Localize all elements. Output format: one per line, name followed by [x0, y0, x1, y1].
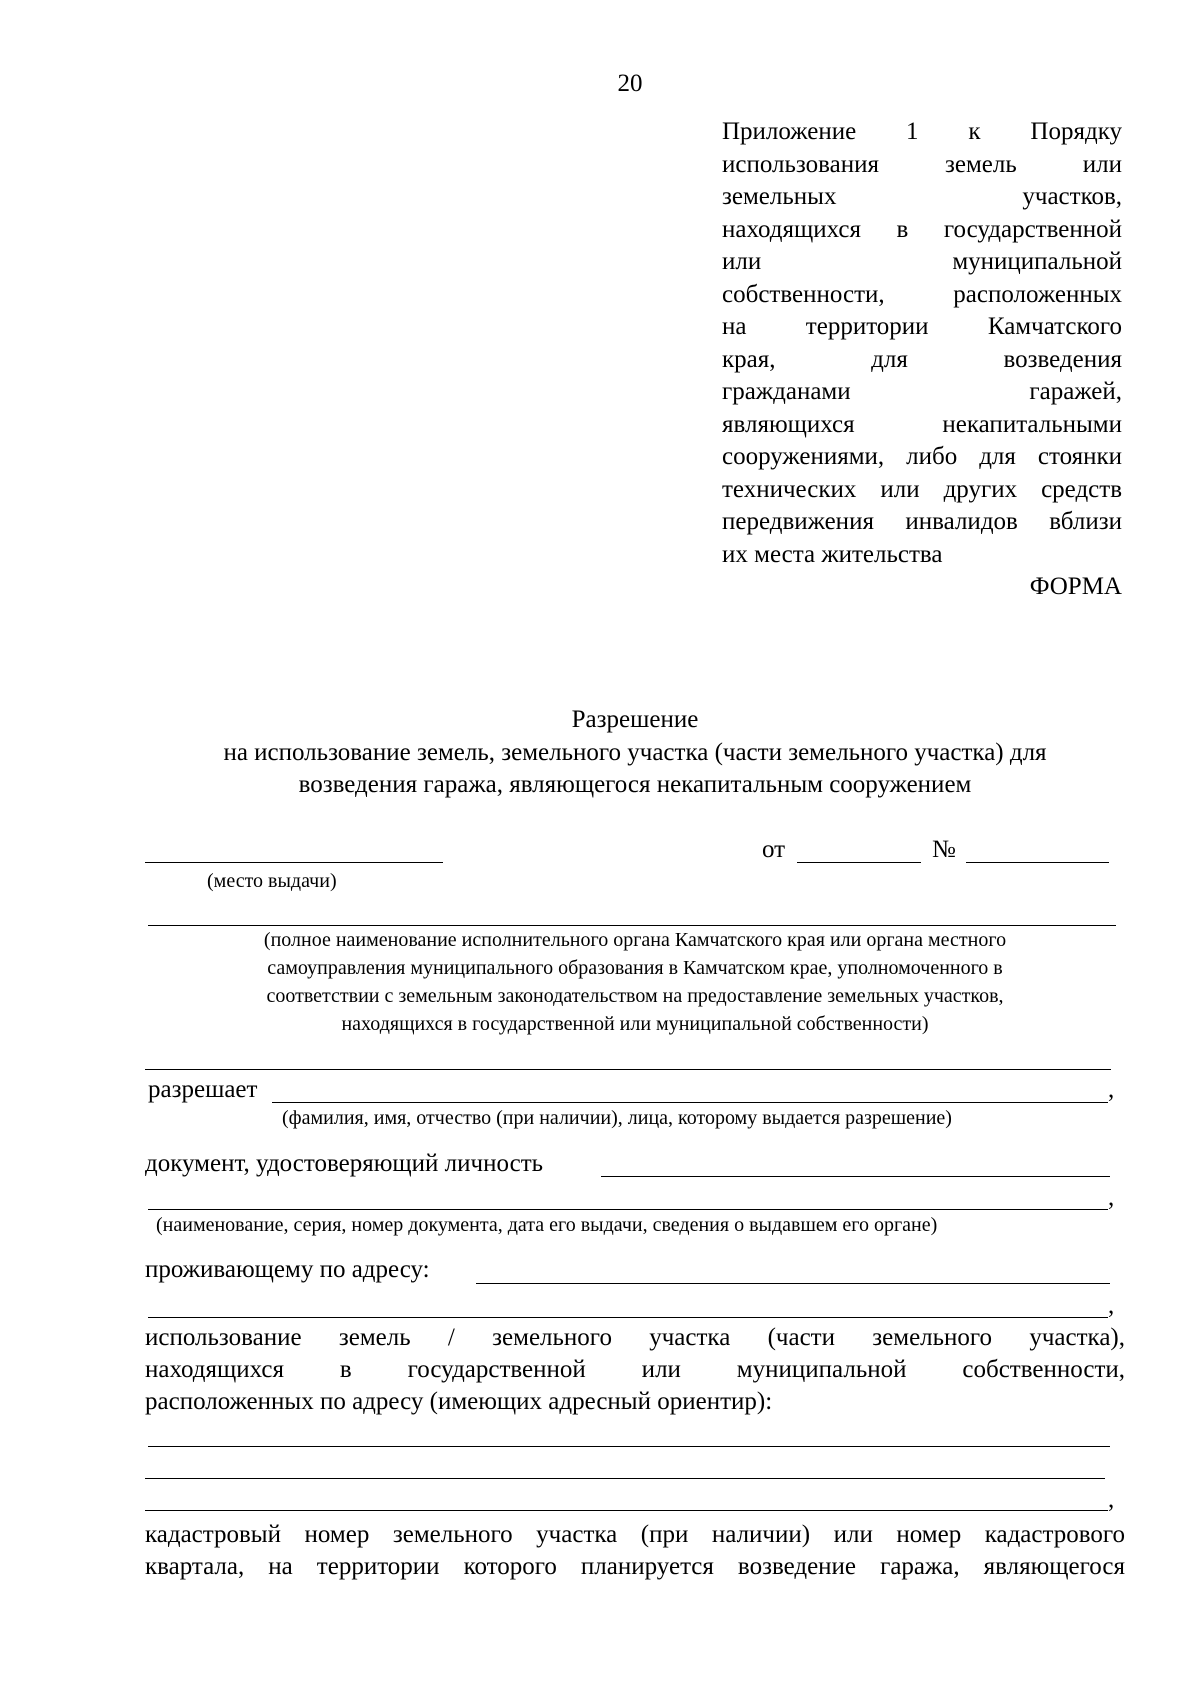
authority-caption	[145, 926, 1125, 1038]
caption-line: (полное наименование исполнительного органа Камчатского края или органа местного	[263, 929, 1007, 951]
date-label: от	[762, 836, 786, 863]
paragraph-line: использование земель / земельного участка (части земельного участка),	[145, 1324, 1125, 1351]
paragraph-line: находящихся в государственной или муниципальной собственности,	[145, 1356, 1125, 1383]
appendix-line: Приложение 1 к Порядку	[722, 118, 1122, 145]
appendix-line: или муниципальной	[722, 248, 1122, 275]
caption-line: самоуправления муниципального образования в Камчатском крае, уполномоченного в	[267, 957, 1003, 979]
appendix-line: сооружениями, либо для стоянки	[722, 443, 1122, 470]
authority-name-field-2[interactable]	[145, 1069, 1111, 1070]
appendix-line: технических или других средств	[722, 475, 1122, 503]
comma: ,	[1108, 1184, 1115, 1211]
number-field[interactable]	[966, 862, 1109, 863]
title-line: Разрешение	[571, 706, 699, 733]
address-field[interactable]	[476, 1283, 1110, 1284]
appendix-line: собственности, расположенных	[722, 280, 1122, 308]
date-field[interactable]	[797, 862, 921, 863]
permits-label: разрешает	[148, 1076, 258, 1103]
appendix-line: гражданами гаражей,	[722, 378, 1122, 405]
appendix-line: передвижения инвалидов вблизи	[722, 508, 1122, 535]
comma: ,	[1108, 1486, 1115, 1513]
location-field-3[interactable]	[145, 1510, 1108, 1511]
address-field-2[interactable]	[148, 1317, 1108, 1318]
place-of-issue-field[interactable]	[145, 862, 443, 863]
identity-doc-caption: (наименование, серия, номер документа, дата его выдачи, сведения о выдавшем его органе)	[156, 1214, 938, 1236]
comma: ,	[1108, 1076, 1115, 1103]
page-number: 20	[617, 70, 643, 97]
identity-doc-field[interactable]	[601, 1176, 1110, 1177]
comma: ,	[1108, 1292, 1115, 1319]
document-title	[145, 704, 1125, 802]
cadastral-paragraph	[145, 1519, 1125, 1583]
address-label: проживающему по адресу:	[145, 1256, 430, 1283]
form-label: ФОРМА	[1029, 573, 1122, 600]
appendix-line: являющихся некапитальными	[722, 410, 1122, 438]
identity-doc-field-2[interactable]	[148, 1209, 1108, 1210]
paragraph-line: кадастровый номер земельного участка (при наличии) или номер кадастрового	[145, 1521, 1125, 1548]
caption-line: соответствии с земельным законодательством на предоставление земельных участков,	[266, 985, 1004, 1007]
appendix-line: использования земель или	[722, 150, 1122, 178]
appendix-line: их места жительства	[722, 540, 943, 568]
title-line: возведения гаража, являющегося некапитальным сооружением	[298, 771, 972, 798]
permittee-caption: (фамилия, имя, отчество (при наличии), лица, которому выдается разрешение)	[282, 1107, 952, 1129]
place-of-issue-caption: (место выдачи)	[207, 870, 337, 892]
paragraph-line: расположенных по адресу (имеющих адресный ориентир):	[145, 1388, 773, 1415]
appendix-note	[722, 116, 1122, 571]
appendix-line: края, для возведения	[722, 345, 1122, 373]
usage-paragraph	[145, 1322, 1125, 1418]
caption-line: находящихся в государственной или муниципальной собственности)	[341, 1013, 929, 1035]
permittee-name-field[interactable]	[272, 1102, 1108, 1103]
location-field-1[interactable]	[148, 1446, 1110, 1447]
identity-doc-label: документ, удостоверяющий личность	[145, 1150, 544, 1177]
location-field-2[interactable]	[145, 1478, 1105, 1479]
appendix-line: на территории Камчатского	[722, 313, 1122, 340]
appendix-line: находящихся в государственной	[722, 215, 1122, 243]
title-line: на использование земель, земельного участка (части земельного участка) для	[223, 738, 1047, 766]
appendix-line: земельных участков,	[722, 183, 1122, 210]
number-label: №	[932, 836, 956, 863]
paragraph-line: квартала, на территории которого планируется возведение гаража, являющегося	[145, 1553, 1125, 1580]
